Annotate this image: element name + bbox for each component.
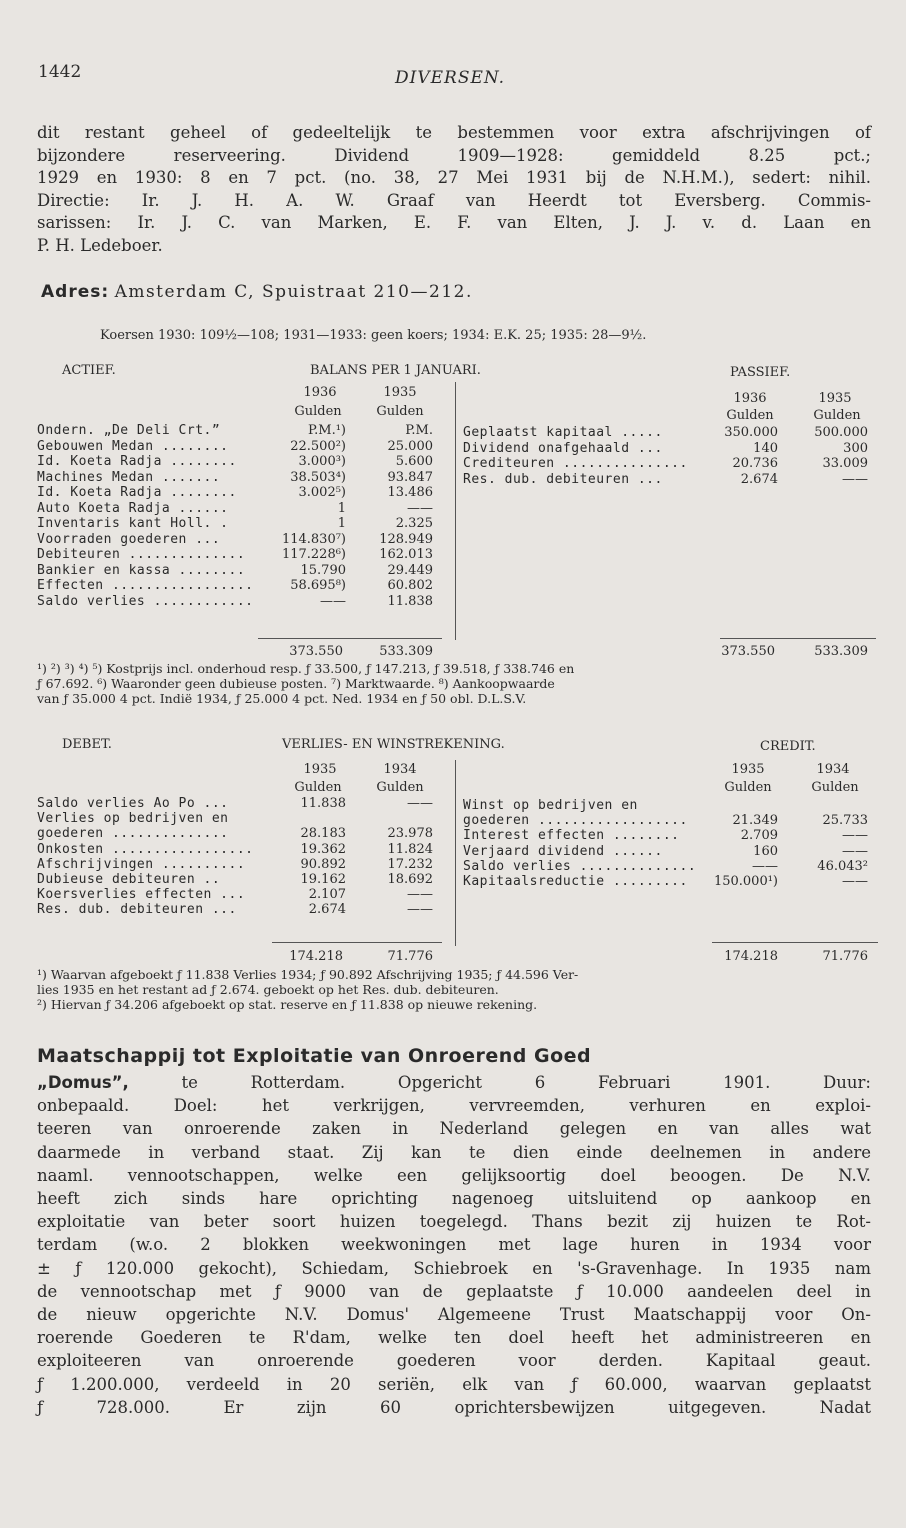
wv-credit-total: 174.218 (724, 949, 778, 964)
balans-year-col: 1935 (818, 391, 852, 406)
balans-title: BALANS PER 1 JANUARI. (310, 363, 481, 378)
credit-row-label: Verjaard dividend ...... (463, 843, 663, 859)
actief-row-value: P.M.¹) (308, 423, 346, 438)
section-body (37, 1071, 871, 1419)
section-line: daarmede in verband staat. Zij kan te dien einde deelnemen in andere (37, 1142, 871, 1162)
wv-credit-total: 71.776 (822, 949, 868, 964)
debet-row-value: —— (407, 887, 433, 903)
passief-row-label: Crediteuren ............... (463, 456, 688, 471)
debet-row-label: Koersverlies effecten ... (37, 887, 246, 903)
actief-row-value: 11.838 (387, 593, 433, 609)
actief-row-value: 13.486 (387, 485, 433, 500)
balans-passief-total: 533.309 (814, 644, 868, 659)
debet-row-value: 19.362 (300, 841, 346, 857)
credit-row-value: —— (842, 828, 868, 844)
section-line: exploitatie van beter soort huizen toegelegd. Thans bezit zij huizen te Rot- (37, 1212, 871, 1232)
section-line (37, 1071, 871, 1094)
credit-row-value: —— (842, 843, 868, 859)
passief-row-value: 2.674 (740, 471, 778, 487)
credit-row-label: Winst op bedrijven en (463, 798, 638, 813)
debet-row-value: 90.892 (300, 856, 346, 872)
intro-line: dit restant geheel of gedeeltelijk te bestemmen voor extra afschrijvingen of (37, 123, 871, 142)
wv-unit-col: Gulden (294, 780, 342, 795)
address-text: Amsterdam C, Spuistraat 210—212. (114, 282, 473, 302)
actief-row-value: 162.013 (379, 547, 433, 562)
debet-row-value: 28.183 (300, 826, 346, 842)
balans-total-rule (720, 638, 876, 639)
actief-row-value: 58.695⁸) (290, 578, 346, 593)
intro-line: Directie: Ir. J. H. A. W. Graaf van Heerdt tot Eversberg. Commis- (37, 190, 871, 210)
balans-unit-col: Gulden (726, 408, 774, 423)
actief-row-value: —— (320, 593, 346, 609)
actief-row-value: 38.503⁴) (290, 469, 346, 485)
actief-row-value: 60.802 (387, 578, 433, 593)
actief-row-label: Debiteuren .............. (37, 547, 246, 562)
balans-divider (455, 382, 456, 640)
debet-row-label: Verlies op bedrijven en (37, 811, 229, 827)
wv-year-col: 1934 (383, 762, 417, 777)
balans-year-col: 1936 (733, 391, 767, 406)
section-line: terdam (w.o. 2 blokken weekwoningen met lage huren in 1934 voor (37, 1235, 871, 1255)
balans-passief-total: 373.550 (721, 644, 775, 659)
actief-row-label: Ondern. „De Deli Crt.” (37, 423, 221, 438)
balans-note: van ƒ 35.000 4 pct. Indië 1934, ƒ 25.000 4 pct. Ned. 1934 en ƒ 50 obl. D.L.S.V. (37, 691, 527, 706)
credit-row-value: 150.000¹) (713, 874, 778, 889)
credit-row-value: 2.709 (740, 828, 778, 844)
actief-row-value: 2.325 (395, 516, 433, 531)
actief-row-value: 128.949 (379, 531, 433, 547)
credit-row-value: 21.349 (732, 813, 778, 829)
debet-row-value: —— (407, 796, 433, 811)
actief-row-value: 22.500²) (290, 438, 346, 454)
passief-row-label: Res. dub. debiteuren ... (463, 471, 663, 487)
passief-row-label: Geplaatst kapitaal ..... (463, 425, 663, 440)
wv-title: VERLIES- EN WINSTREKENING. (282, 737, 505, 752)
section-line: naaml. vennootschappen, welke een gelijksoortig doel beoogen. De N.V. (37, 1165, 871, 1185)
credit-row-label: Kapitaalsreductie ......... (463, 874, 688, 889)
debet-row-label: Dubieuse debiteuren .. (37, 872, 221, 887)
balans-total-rule (258, 638, 442, 639)
section-company-name: „Domus”, (37, 1073, 129, 1092)
debet-row-value: 2.107 (308, 887, 346, 903)
balans-unit-col: Gulden (376, 404, 424, 419)
actief-row-label: Voorraden goederen ... (37, 531, 221, 547)
balans-actief-total: 373.550 (289, 644, 343, 659)
address-line (41, 282, 473, 302)
section-line: teeren van onroerende zaken in Nederland gelegen en van alles wat (37, 1119, 871, 1139)
debet-row-value: 23.978 (387, 826, 433, 842)
actief-row-value: 1 (337, 500, 346, 516)
passief-row-label: Dividend onafgehaald ... (463, 440, 663, 456)
debet-row-label: Onkosten ................. (37, 841, 254, 857)
actief-row-value: 29.449 (387, 562, 433, 578)
section-line: de nieuw opgerichte N.V. Domus' Algemeene Trust Maatschappij voor On- (37, 1305, 871, 1325)
intro-paragraph (37, 122, 871, 257)
passief-row-value: 20.736 (732, 456, 778, 471)
debet-row-value: 18.692 (387, 872, 433, 887)
actief-row-label: Auto Koeta Radja ...... (37, 500, 229, 516)
actief-row-label: Machines Medan ....... (37, 469, 221, 485)
section-line: heeft zich sinds hare oprichting nagenoeg uitsluitend op aankoop en (37, 1189, 871, 1209)
debet-row-value: 11.838 (300, 796, 346, 811)
passief-row-value: —— (842, 471, 868, 487)
section-line: ± ƒ 120.000 gekocht), Schiedam, Schiebroek en 's-Gravenhage. In 1935 nam (37, 1258, 871, 1278)
actief-row-value: 5.600 (395, 454, 433, 469)
balans-actief-title: ACTIEF. (62, 363, 116, 378)
wv-debet-title: DEBET. (62, 737, 112, 752)
wv-note: lies 1935 en het restant ad ƒ 2.674. geboekt op het Res. dub. debiteuren. (37, 982, 499, 997)
wv-divider (455, 760, 456, 946)
actief-row-value: 114.830⁷) (281, 531, 346, 547)
debet-row-value: 2.674 (308, 902, 346, 918)
balans-year-col: 1936 (303, 385, 337, 400)
passief-row-value: 140 (753, 440, 778, 456)
wv-note: ²) Hiervan ƒ 34.206 afgeboekt op stat. reserve en ƒ 11.838 op nieuwe rekening. (37, 997, 538, 1012)
balans-note: ƒ 67.692. ⁶) Waaronder geen dubieuse posten. ⁷) Marktwaarde. ⁸) Aankoopwaarde (37, 676, 555, 691)
section-line-text: te Rotterdam. Opgericht 6 Februari 1901. Duur: (128, 1073, 871, 1092)
passief-row-value: 500.000 (814, 425, 868, 440)
debet-row-value: —— (407, 902, 433, 918)
credit-row-label: goederen .................. (463, 813, 688, 829)
wv-year-col: 1935 (303, 762, 337, 777)
section-title: Maatschappij tot Exploitatie van Onroerend Goed (37, 1045, 592, 1067)
actief-row-value: 25.000 (387, 438, 433, 454)
actief-row-value: 93.847 (387, 469, 433, 485)
actief-row-value: 15.790 (300, 562, 346, 578)
credit-row-label: Saldo verlies .............. (463, 858, 697, 874)
section-line: onbepaald. Doel: het verkrijgen, vervreemden, verhuren en exploi- (37, 1096, 871, 1116)
passief-row-value: 350.000 (724, 425, 778, 440)
wv-note: ¹) Waarvan afgeboekt ƒ 11.838 Verlies 1934; ƒ 90.892 Afschrijving 1935; ƒ 44.596 Ver- (37, 967, 579, 982)
debet-row-label: Saldo verlies Ao Po ... (37, 796, 229, 811)
intro-line: P. H. Ledeboer. (37, 235, 163, 255)
balans-unit-col: Gulden (294, 404, 342, 419)
credit-row-value: 25.733 (822, 813, 868, 829)
section-line: ƒ 1.200.000, verdeeld in 20 seriën, elk van ƒ 60.000, waarvan geplaatst (37, 1374, 871, 1394)
actief-row-value: 3.000³) (298, 454, 346, 469)
section-line: roerende Goederen te R'dam, welke ten doel heeft het administreeren en (37, 1328, 871, 1348)
credit-row-value: 46.043² (817, 858, 868, 874)
passief-row-value: 33.009 (822, 456, 868, 471)
wv-year-col: 1935 (731, 762, 765, 777)
credit-row-label: Interest effecten ........ (463, 828, 680, 844)
debet-row-label: Res. dub. debiteuren ... (37, 902, 237, 918)
actief-row-label: Id. Koeta Radja ........ (37, 485, 237, 500)
actief-row-value: 3.002⁵) (298, 485, 346, 500)
actief-row-value: P.M. (405, 423, 433, 438)
wv-total-rule (272, 942, 442, 943)
balans-actief-total: 533.309 (379, 644, 433, 659)
wv-unit-col: Gulden (376, 780, 424, 795)
section-line: exploiteeren van onroerende goederen voor derden. Kapitaal geaut. (37, 1351, 871, 1371)
wv-year-col: 1934 (816, 762, 850, 777)
address-label: Adres: (41, 282, 110, 302)
section-line: de vennootschap met ƒ 9000 van de geplaatste ƒ 10.000 aandeelen deel in (37, 1281, 871, 1301)
debet-row-value: 19.162 (300, 872, 346, 887)
actief-row-label: Gebouwen Medan ........ (37, 438, 229, 454)
wv-total-rule (712, 942, 878, 943)
actief-row-value: 1 (337, 516, 346, 531)
koersen-line: Koersen 1930: 109½—108; 1931—1933: geen koers; 1934: E.K. 25; 1935: 28—9½. (100, 328, 647, 343)
actief-row-label: Effecten ................. (37, 578, 254, 593)
wv-credit-title: CREDIT. (760, 739, 816, 754)
actief-row-value: —— (407, 500, 433, 516)
wv-unit-col: Gulden (811, 780, 859, 795)
credit-row-value: 160 (753, 843, 778, 859)
section-line: ƒ 728.000. Er zijn 60 oprichtersbewijzen uitgegeven. Nadat (37, 1397, 871, 1417)
wv-unit-col: Gulden (724, 780, 772, 795)
balans-note: ¹) ²) ³) ⁴) ⁵) Kostprijs incl. onderhoud resp. ƒ 33.500, ƒ 147.213, ƒ 39.518, ƒ 338.746 en (37, 661, 575, 676)
actief-row-value: 117.228⁶) (281, 547, 346, 562)
running-title: DIVERSEN. (395, 68, 506, 88)
actief-row-label: Id. Koeta Radja ........ (37, 454, 237, 469)
wv-debet-total: 174.218 (289, 949, 343, 964)
credit-row-value: —— (842, 874, 868, 889)
debet-row-label: goederen .............. (37, 826, 229, 842)
balans-passief-title: PASSIEF. (730, 365, 791, 380)
balans-year-col: 1935 (383, 385, 417, 400)
page-number: 1442 (38, 62, 82, 82)
wv-debet-total: 71.776 (387, 949, 433, 964)
passief-row-value: 300 (843, 440, 868, 456)
balans-unit-col: Gulden (813, 408, 861, 423)
actief-row-label: Bankier en kassa ........ (37, 562, 246, 578)
intro-line: bijzondere reserveering. Dividend 1909—1928: gemiddeld 8.25 pct.; (37, 145, 871, 165)
actief-row-label: Saldo verlies ............ (37, 593, 254, 609)
intro-line: sarissen: Ir. J. C. van Marken, E. F. van Elten, J. J. v. d. Laan en (37, 213, 871, 232)
debet-row-value: 17.232 (387, 856, 433, 872)
actief-row-label: Inventaris kant Holl. . (37, 516, 229, 531)
credit-row-value: —— (752, 858, 778, 874)
intro-line: 1929 en 1930: 8 en 7 pct. (no. 38, 27 Mei 1931 bij de N.H.M.), sedert: nihil. (37, 168, 871, 187)
debet-row-label: Afschrijvingen .......... (37, 856, 246, 872)
debet-row-value: 11.824 (387, 841, 433, 857)
